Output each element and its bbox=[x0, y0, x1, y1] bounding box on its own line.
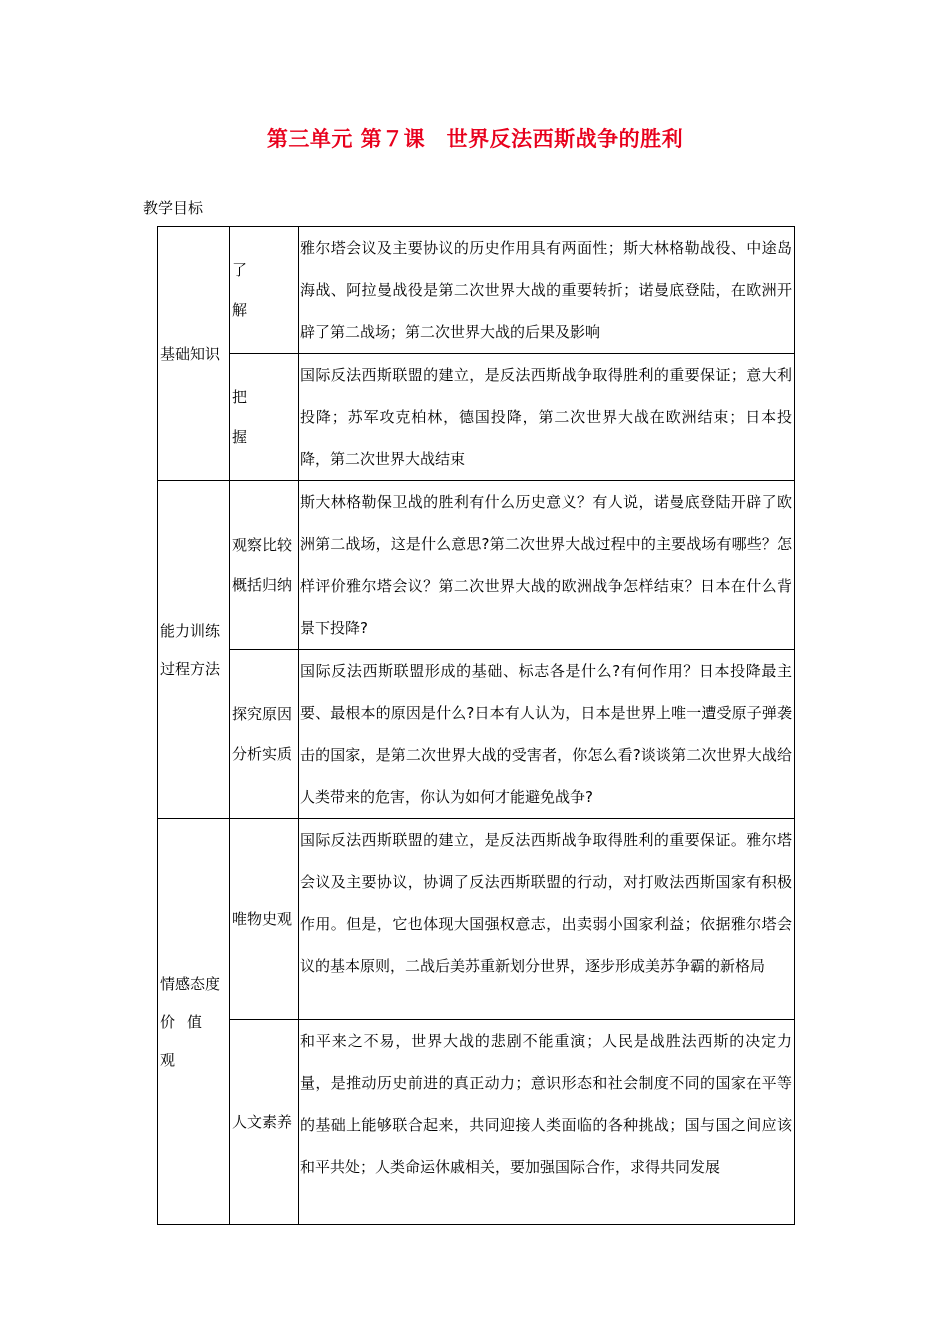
table-row bbox=[158, 354, 795, 481]
subcategory-cell bbox=[230, 481, 299, 650]
objective-text: 国际反法西斯联盟形成的基础、标志各是什么?有何作用？日本投降最主要、最根本的原因是什么?日本有人认为，日本是世界上唯一遭受原子弹袭击的国家，是第二次世界大战的受害者，你怎么看?谈谈第二次世界大战给人类带来的危害，你认为如何才能避免战争? bbox=[299, 650, 795, 819]
document-title: 第三单元 第７课 世界反法西斯战争的胜利 bbox=[266, 127, 684, 151]
category-label: 过程方法 bbox=[160, 659, 221, 678]
category-label: 价值观 bbox=[160, 1012, 215, 1069]
subcategory-cell bbox=[230, 1020, 299, 1225]
table-row bbox=[158, 819, 795, 1020]
subcategory-label: 观察比较 bbox=[232, 536, 293, 554]
category-cell bbox=[158, 481, 230, 819]
subcategory-label: 解 bbox=[232, 301, 248, 319]
objective-text: 斯大林格勒保卫战的胜利有什么历史意义？有人说，诺曼底登陆开辟了欧洲第二战场，这是什么意思?第二次世界大战过程中的主要战场有哪些？怎样评价雅尔塔会议？第二次世界大战的欧洲战争怎样结束？日本在什么背景下投降? bbox=[299, 481, 795, 650]
objective-text: 和平来之不易，世界大战的悲剧不能重演；人民是战胜法西斯的决定力量，是推动历史前进的真正动力；意识形态和社会制度不同的国家在平等的基础上能够联合起来，共同迎接人类面临的各种挑战；国与国之间应该和平共处；人类命运休戚相关，要加强国际合作，求得共同发展 bbox=[299, 1020, 795, 1225]
subcategory-cell bbox=[230, 227, 299, 354]
section-label: 教学目标 bbox=[143, 199, 204, 217]
table-row bbox=[158, 227, 795, 354]
subcategory-cell bbox=[230, 650, 299, 819]
category-label: 情感态度 bbox=[160, 974, 221, 993]
table-row bbox=[158, 650, 795, 819]
subcategory-label: 握 bbox=[232, 428, 248, 446]
table-row bbox=[158, 481, 795, 650]
subcategory-label: 把 bbox=[232, 388, 248, 406]
subcategory-label: 了 bbox=[232, 261, 248, 279]
subcategory-label: 唯物史观 bbox=[232, 910, 293, 928]
table-row bbox=[158, 1020, 795, 1225]
subcategory-label: 概括归纳 bbox=[232, 576, 293, 594]
category-label: 能力训练 bbox=[160, 621, 221, 640]
category-cell bbox=[158, 227, 230, 481]
subcategory-label: 探究原因 bbox=[232, 705, 293, 723]
subcategory-cell bbox=[230, 819, 299, 1020]
objective-text: 雅尔塔会议及主要协议的历史作用具有两面性；斯大林格勒战役、中途岛海战、阿拉曼战役是第二次世界大战的重要转折；诺曼底登陆，在欧洲开辟了第二战场；第二次世界大战的后果及影响 bbox=[299, 227, 795, 354]
subcategory-label: 人文素养 bbox=[232, 1113, 293, 1131]
objectives-table bbox=[157, 226, 795, 1225]
subcategory-cell bbox=[230, 354, 299, 481]
category-cell bbox=[158, 819, 230, 1225]
objective-text: 国际反法西斯联盟的建立，是反法西斯战争取得胜利的重要保证；意大利投降；苏军攻克柏林，德国投降，第二次世界大战在欧洲结束；日本投降，第二次世界大战结束 bbox=[299, 354, 795, 481]
subcategory-label: 分析实质 bbox=[232, 745, 293, 763]
objective-text: 国际反法西斯联盟的建立，是反法西斯战争取得胜利的重要保证。雅尔塔会议及主要协议，协调了反法西斯联盟的行动，对打败法西斯国家有积极作用。但是，它也体现大国强权意志，出卖弱小国家利益；依据雅尔塔会议的基本原则，二战后美苏重新划分世界，逐步形成美苏争霸的新格局 bbox=[299, 819, 795, 1020]
category-label: 基础知识 bbox=[160, 344, 221, 363]
